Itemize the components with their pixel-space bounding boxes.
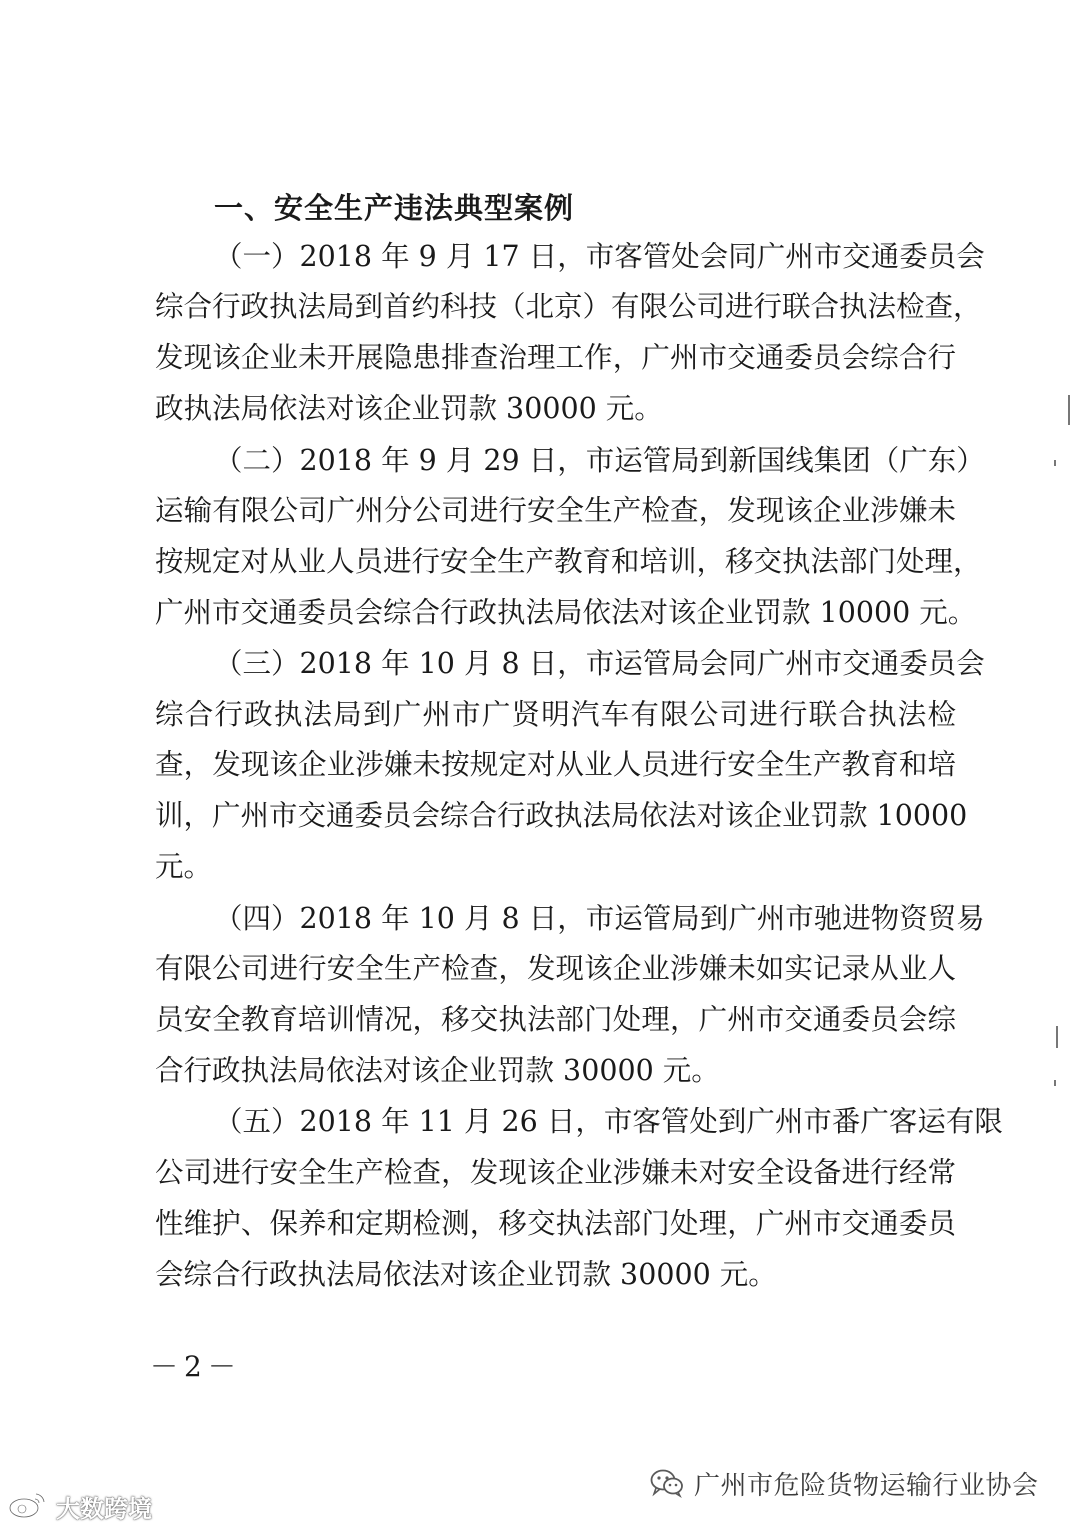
case-3-line-4: 训，广州市交通委员会综合行政执法局依法对该企业罚款 10000 — [155, 799, 968, 832]
section-heading: 一、安全生产违法典型案例 — [214, 191, 575, 225]
page-number: －2－ — [150, 1350, 242, 1383]
case-4-line-2: 有限公司进行安全生产检查，发现该企业涉嫌未如实记录从业人 — [155, 952, 956, 985]
case-1-line-2: 综合行政执法局到首约科技（北京）有限公司进行联合执法检查， — [155, 290, 982, 323]
case-5-line-3: 性维护、保养和定期检测，移交执法部门处理，广州市交通委员 — [155, 1207, 956, 1240]
wechat-icon — [650, 1468, 684, 1498]
case-3-line-3: 查，发现该企业涉嫌未按规定对从业人员进行安全生产教育和培 — [155, 748, 956, 781]
case-4-line-1: （四）2018 年 10 月 8 日，市运管局到广州市驰进物资贸易 — [214, 902, 985, 935]
case-3-line-1: （三）2018 年 10 月 8 日，市运管局会同广州市交通委员会 — [214, 647, 985, 680]
case-5-line-1: （五）2018 年 11 月 26 日，市客管处到广州市番广客运有限 — [214, 1105, 1003, 1138]
case-4-line-3: 员安全教育培训情况，移交执法部门处理，广州市交通委员会综 — [155, 1003, 956, 1036]
scan-mark — [1054, 460, 1056, 466]
weibo-watermark — [6, 1488, 152, 1524]
case-4-line-4: 合行政执法局依法对该企业罚款 30000 元。 — [155, 1054, 720, 1087]
case-5-line-4: 会综合行政执法局依法对该企业罚款 30000 元。 — [155, 1258, 777, 1291]
case-1-line-4: 政执法局依法对该企业罚款 30000 元。 — [155, 392, 663, 425]
wechat-watermark — [650, 1466, 1039, 1500]
scan-mark — [1068, 395, 1070, 425]
scan-mark — [1056, 1026, 1058, 1048]
case-5-line-2: 公司进行安全生产检查，发现该企业涉嫌未对安全设备进行经常 — [155, 1156, 956, 1189]
case-2-line-1: （二）2018 年 9 月 29 日，市运管局到新国线集团（广东） — [214, 444, 985, 477]
weibo-account-name: 大数跨境 — [56, 1494, 152, 1523]
case-1-line-1: （一）2018 年 9 月 17 日，市客管处会同广州市交通委员会 — [214, 240, 985, 273]
case-3-line-2: 综合行政执法局到广州市广贤明汽车有限公司进行联合执法检 — [155, 698, 956, 731]
case-3-line-5: 元。 — [155, 850, 213, 883]
scan-mark — [1054, 1080, 1056, 1086]
case-2-line-2: 运输有限公司广州分公司进行安全生产检查，发现该企业涉嫌未 — [155, 494, 956, 527]
weibo-icon — [6, 1488, 50, 1524]
wechat-account-name: 广州市危险货物运输行业协会 — [694, 1470, 1039, 1501]
case-2-line-4: 广州市交通委员会综合行政执法局依法对该企业罚款 10000 元。 — [155, 596, 977, 629]
case-2-line-3: 按规定对从业人员进行安全生产教育和培训，移交执法部门处理， — [155, 545, 982, 578]
case-1-line-3: 发现该企业未开展隐患排查治理工作，广州市交通委员会综合行 — [155, 341, 956, 374]
